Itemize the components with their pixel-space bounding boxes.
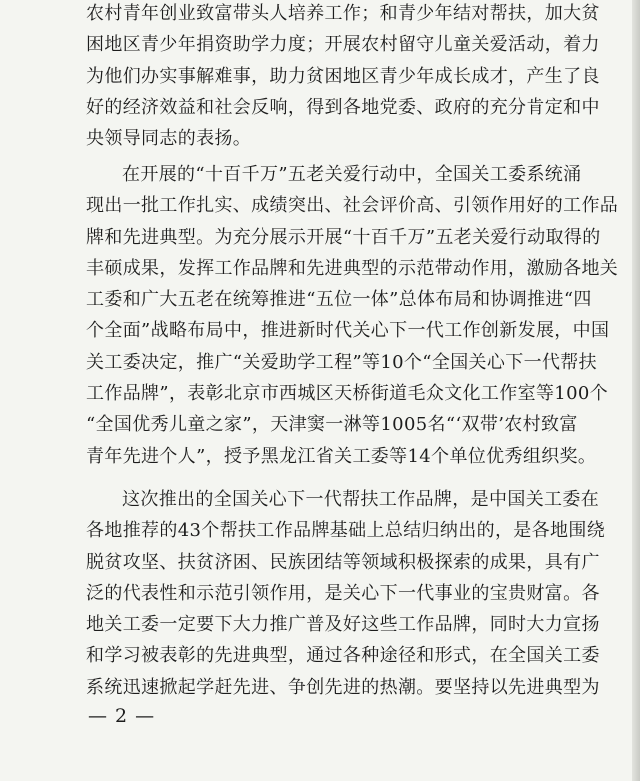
text-line: 脱贫攻坚、扶贫济困、民族团结等领域积极探索的成果，具有广 [86,551,600,573]
scan-edge [632,0,640,781]
text-line: 系统迅速掀起学赶先进、争创先进的热潮。要坚持以先进典型为 [86,676,600,698]
text-line: 现出一批工作扎实、成绩突出、社会评价高、引领作用好的工作品 [86,195,619,217]
text-line: 地关工委一定要下大力推广普及好这些工作品牌，同时大力宣扬 [86,614,600,636]
text-line: 泛的代表性和示范引领作用，是关心下一代事业的宝贵财富。各 [86,582,600,604]
text-line: 牌和先进典型。为充分展示开展“十百千万”五老关爱行动取得的 [86,226,601,248]
text-line: 这次推出的全国关心下一代帮扶工作品牌，是中国关工委在 [122,489,600,510]
text-line: 央领导同志的表扬。 [86,128,252,150]
text-line: 农村青年创业致富带头人培养工作；和青少年结对帮扶，加大贫 [86,3,600,24]
text-line: 为他们办实事解难事，助力贫困地区青少年成长成才，产生了良 [86,65,600,87]
paragraph-1 [86,0,600,154]
text-line: 青年先进个人”，授予黑龙江省关工委等14个单位优秀组织奖。 [86,445,597,467]
text-line: 好的经济效益和社会反响，得到各地党委、政府的充分肯定和中 [86,96,600,118]
text-line: 工作品牌”，表彰北京市西城区天桥街道毛众文化工作室等100个 [86,383,609,405]
page-number: — 2 — [88,705,156,727]
paragraph-3 [86,484,606,703]
text-line: 各地推荐的43个帮扶工作品牌基础上总结归纳出的，是各地围绕 [86,520,606,542]
text-line: 关工委决定，推广“关爱助学工程”等10个“全国关心下一代帮扶 [86,351,598,373]
text-line: 和学习被表彰的先进典型，通过各种途径和形式，在全国关工委 [86,645,600,667]
text-line: 在开展的“十百千万”五老关爱行动中，全国关工委系统涌 [122,164,582,185]
text-line: 个全面”战略布局中，推进新时代关心下一代工作创新发展，中国 [86,320,610,342]
text-line: 困地区青少年捐资助学力度；开展农村留守儿童关爱活动，着力 [86,34,600,56]
text-line: “全国优秀儿童之家”，天津窦一淋等1005名“‘双带’农村致富 [86,414,578,436]
text-line: 工委和广大五老在统筹推进“五位一体”总体布局和协调推进“四 [86,289,592,311]
text-line: 丰硕成果，发挥工作品牌和先进典型的示范带动作用，激励各地关 [86,257,619,279]
paragraph-2 [86,159,619,472]
